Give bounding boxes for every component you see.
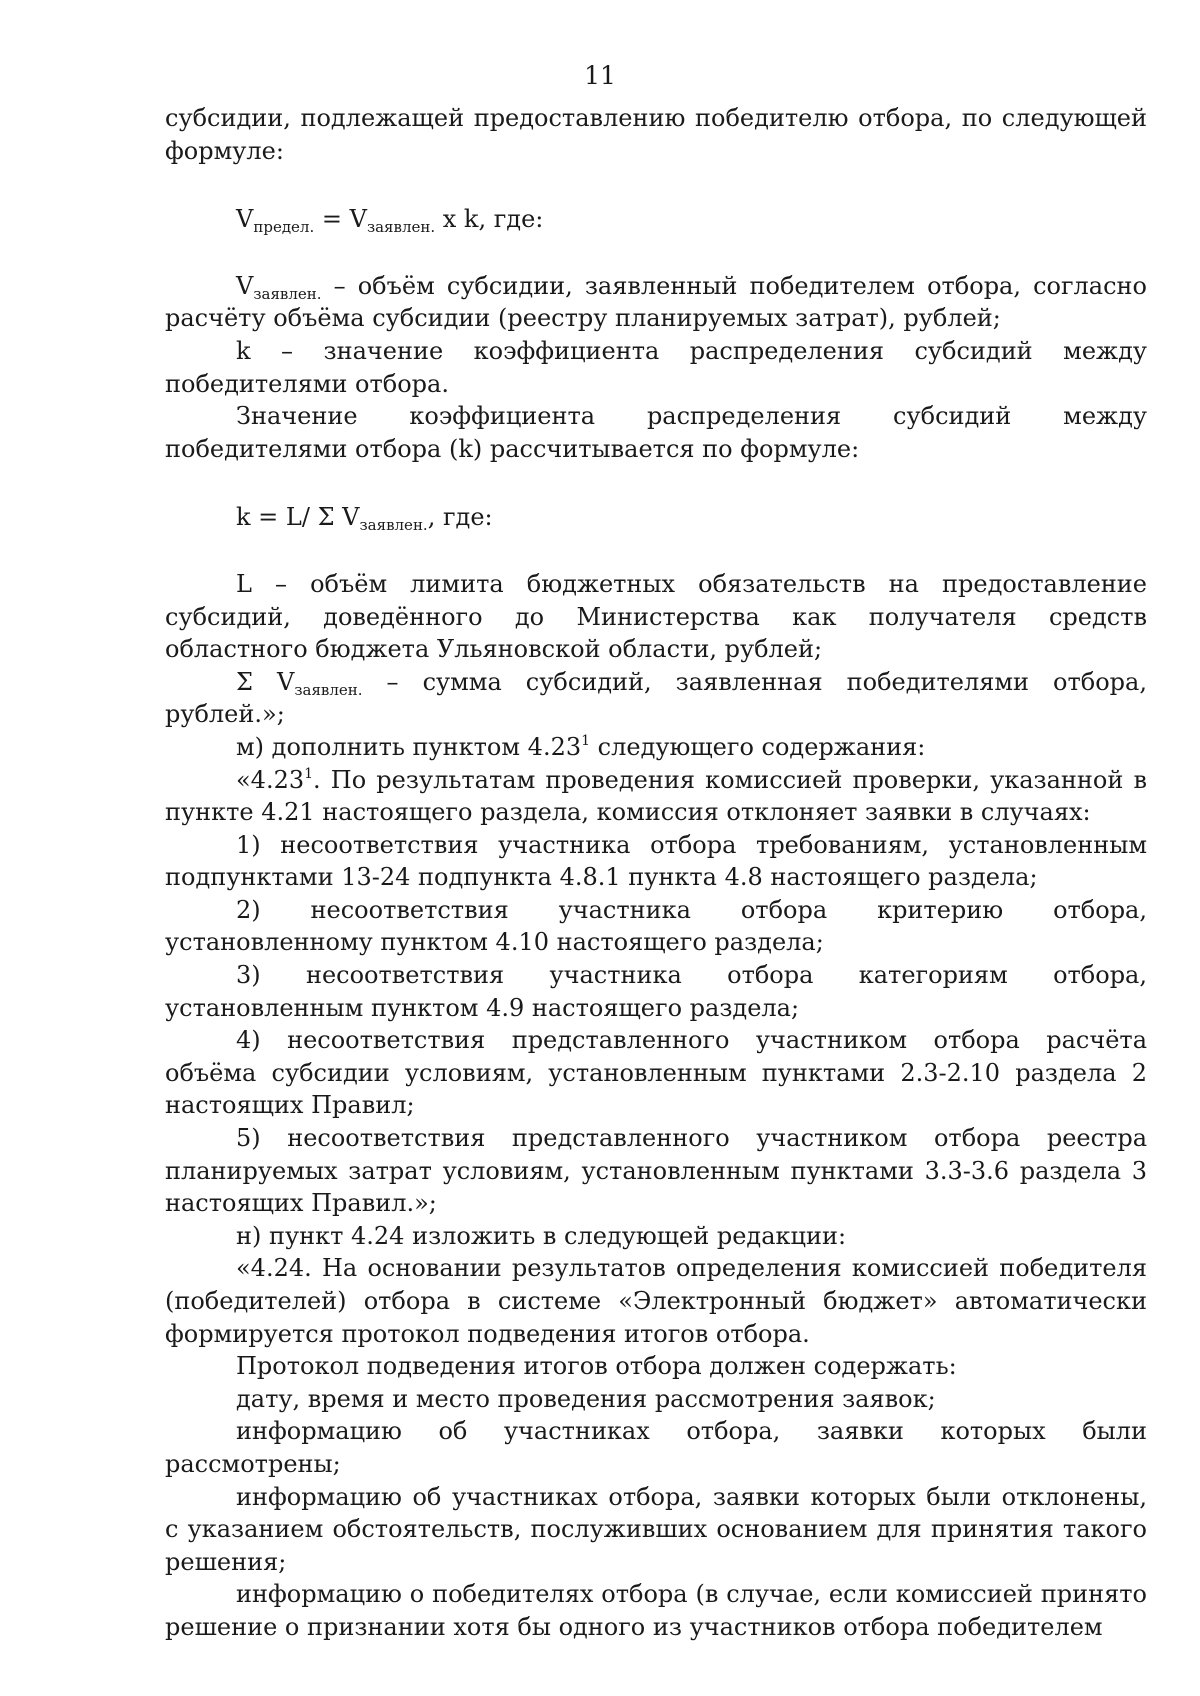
formula-v-limit — [165, 203, 1147, 236]
spacer — [165, 534, 1147, 568]
subscript: заявлен. — [253, 284, 322, 303]
list-item: 2) несоответствия участника отбора критерию отбора, установленному пунктом 4.10 настоящего раздела; — [165, 895, 1147, 957]
spacer — [165, 465, 1147, 501]
paragraph: информацию о победителях отбора (в случае, если комиссией принято решение о признании хотя бы одного из участников отбора победителем — [165, 1580, 1147, 1641]
paragraph-text: м) дополнить пунктом 4.23 — [236, 732, 582, 761]
paragraph: «4.24. На основании результатов определения комиссией победителя (победителей) отбора в системе «Электронный бюджет» автоматически формируется протокол подведения итогов отбора. — [165, 1254, 1147, 1348]
page-number: 11 — [584, 61, 616, 90]
formula-subscript: заявлен. — [366, 218, 436, 237]
formula-text: V — [236, 205, 254, 234]
spacer — [165, 167, 1147, 203]
paragraph-text: следующего содержания: — [590, 732, 926, 761]
list-item: 5) несоответствия представленного участником отбора реестра планируемых затрат условиям, установленным пунктами 3.3-3.6 раздела 3 настоящих Правил.»; — [165, 1124, 1147, 1218]
formula-subscript: заявлен. — [359, 516, 428, 535]
formula-subscript: предел. — [253, 218, 315, 237]
formula-text: x k, где: — [435, 205, 544, 234]
formula-text: = V — [314, 205, 367, 234]
paragraph: субсидии, подлежащей предоставлению победителю отбора, по следующей формуле: — [165, 104, 1147, 165]
document-body — [165, 102, 1147, 1644]
paragraph: Протокол подведения итогов отбора должен содержать: — [236, 1352, 957, 1381]
paragraph — [165, 666, 1147, 731]
superscript: 1 — [581, 732, 591, 749]
paragraph-text: «4.23 — [236, 765, 305, 794]
paragraph-text: Σ V — [236, 667, 295, 696]
paragraph — [165, 270, 1147, 335]
subscript: заявлен. — [294, 680, 363, 699]
paragraph: k – значение коэффициента распределения субсидий между победителями отбора. — [165, 336, 1147, 398]
paragraph: н) пункт 4.24 изложить в следующей редакции: — [236, 1221, 847, 1250]
formula-text: k = L/ Σ V — [236, 503, 360, 532]
paragraph-text: V — [236, 271, 254, 300]
formula-k — [165, 501, 1147, 534]
paragraph — [165, 764, 1147, 829]
paragraph-text: . По результатам проведения комиссией проверки, указанной в пункте 4.21 настоящего раздела, комиссия отклоняет заявки в случаях: — [165, 765, 1147, 827]
list-item: 4) несоответствия представленного участником отбора расчёта объёма субсидии условиям, установленным пунктами 2.3-2.10 раздела 2 настоящих Правил; — [165, 1026, 1147, 1120]
paragraph — [165, 731, 1147, 764]
list-item: 3) несоответствия участника отбора категориям отбора, установленным пунктом 4.9 настоящего раздела; — [165, 961, 1147, 1022]
spacer — [165, 236, 1147, 270]
paragraph-text: – объём субсидии, заявленный победителем отбора, согласно расчёту объёма субсидии (реестру планируемых затрат), рублей; — [165, 271, 1147, 333]
list-item: 1) несоответствия участника отбора требованиям, установленным подпунктами 13-24 подпункта 4.8.1 пункта 4.8 настоящего раздела; — [165, 830, 1147, 892]
paragraph: информацию об участниках отбора, заявки которых были рассмотрены; — [165, 1417, 1147, 1478]
paragraph: Значение коэффициента распределения субсидий между победителями отбора (k) рассчитывается по формуле: — [165, 402, 1147, 463]
formula-text: , где: — [427, 503, 493, 532]
superscript: 1 — [304, 765, 314, 782]
paragraph: дату, время и место проведения рассмотрения заявок; — [236, 1384, 936, 1413]
paragraph: L – объём лимита бюджетных обязательств на предоставление субсидий, доведённого до Министерства как получателя средств областного бюджета Ульяновской области, рублей; — [165, 569, 1147, 664]
paragraph: информацию об участниках отбора, заявки которых были отклонены, с указанием обстоятельств, послуживших основанием для принятия такого решения; — [165, 1482, 1147, 1576]
paragraph-text: – сумма субсидий, заявленная победителями отбора, рублей.»; — [165, 667, 1147, 729]
